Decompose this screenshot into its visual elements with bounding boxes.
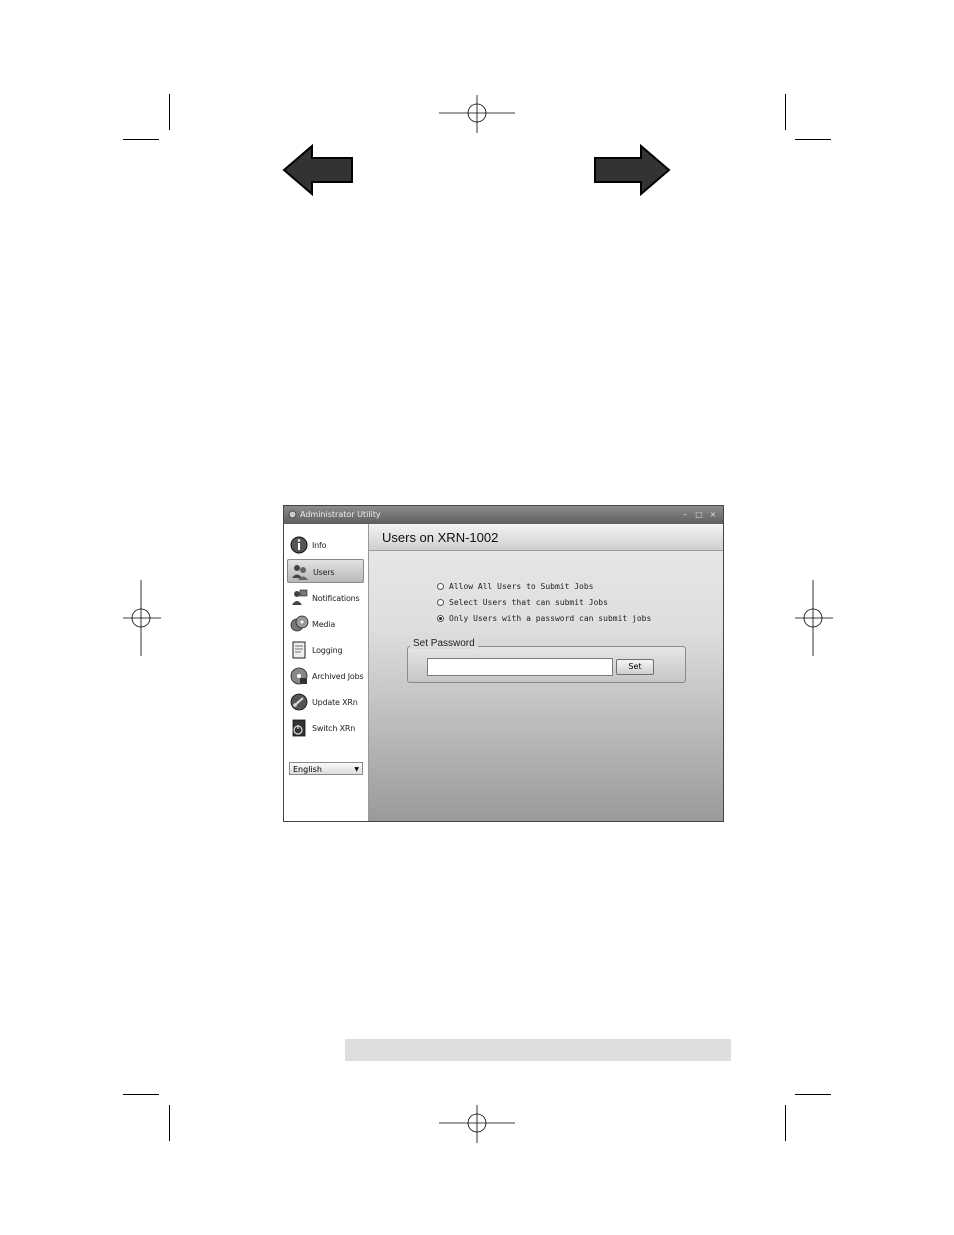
set-button[interactable]: Set xyxy=(616,659,654,675)
info-icon xyxy=(289,535,309,555)
sidebar-item-label: Info xyxy=(312,541,327,550)
crop-mark xyxy=(123,1094,159,1095)
left-arrow-icon[interactable] xyxy=(282,144,360,196)
set-password-legend: Set Password xyxy=(410,638,478,649)
radio-label: Select Users that can submit Jobs xyxy=(449,598,608,607)
window-title: Administrator Utility xyxy=(300,510,381,519)
sidebar-item-archived-jobs[interactable] xyxy=(287,664,364,688)
crop-mark xyxy=(795,1094,831,1095)
main-content xyxy=(369,524,723,821)
admin-utility-window xyxy=(283,505,724,822)
sidebar-item-label: Media xyxy=(312,620,336,629)
radio-label: Allow All Users to Submit Jobs xyxy=(449,582,594,591)
sidebar-item-label: Update XRn xyxy=(312,698,358,707)
sidebar-item-logging[interactable] xyxy=(287,638,364,662)
crop-mark xyxy=(123,139,159,140)
footer-bar xyxy=(345,1039,731,1061)
page-title: Users on XRN-1002 xyxy=(382,530,499,545)
sidebar-item-update-xrn[interactable] xyxy=(287,690,364,714)
crop-mark xyxy=(785,1105,786,1141)
maximize-button[interactable]: □ xyxy=(695,510,703,519)
sidebar-item-users[interactable] xyxy=(287,559,364,583)
sidebar-item-label: Archived Jobs xyxy=(312,672,364,681)
crop-mark xyxy=(785,94,786,130)
app-icon xyxy=(288,510,297,519)
notifications-icon xyxy=(289,588,309,608)
right-arrow-icon[interactable] xyxy=(593,144,671,196)
registration-mark-icon xyxy=(775,580,851,656)
minimize-button[interactable]: – xyxy=(683,510,687,519)
users-icon xyxy=(290,562,310,582)
sidebar-item-notifications[interactable] xyxy=(287,586,364,610)
logging-icon xyxy=(289,640,309,660)
chevron-down-icon: ▼ xyxy=(354,766,359,773)
crop-mark xyxy=(169,1105,170,1141)
archived-jobs-icon xyxy=(289,666,309,686)
close-button[interactable]: × xyxy=(709,510,717,519)
sidebar-item-label: Users xyxy=(313,568,335,577)
content-header xyxy=(369,524,723,551)
sidebar-item-label: Logging xyxy=(312,646,343,655)
registration-mark-icon xyxy=(439,1085,515,1161)
radio-button[interactable] xyxy=(437,599,444,606)
language-value: English xyxy=(293,765,322,774)
sidebar-item-label: Notifications xyxy=(312,594,360,603)
radio-button[interactable] xyxy=(437,615,444,622)
media-icon xyxy=(289,614,309,634)
registration-mark-icon xyxy=(103,580,179,656)
sidebar-item-switch-xrn[interactable] xyxy=(287,716,364,740)
sidebar-item-media[interactable] xyxy=(287,612,364,636)
radio-label: Only Users with a password can submit jobs xyxy=(449,614,652,623)
title-bar xyxy=(284,506,723,524)
sidebar-item-label: Switch XRn xyxy=(312,724,356,733)
password-input[interactable] xyxy=(427,658,613,676)
sidebar xyxy=(284,524,369,821)
update-icon xyxy=(289,692,309,712)
radio-button[interactable] xyxy=(437,583,444,590)
crop-mark xyxy=(169,94,170,130)
sidebar-item-info[interactable] xyxy=(287,533,364,557)
language-select[interactable] xyxy=(289,762,363,775)
crop-mark xyxy=(795,139,831,140)
registration-mark-icon xyxy=(439,75,515,151)
switch-icon xyxy=(289,718,309,738)
